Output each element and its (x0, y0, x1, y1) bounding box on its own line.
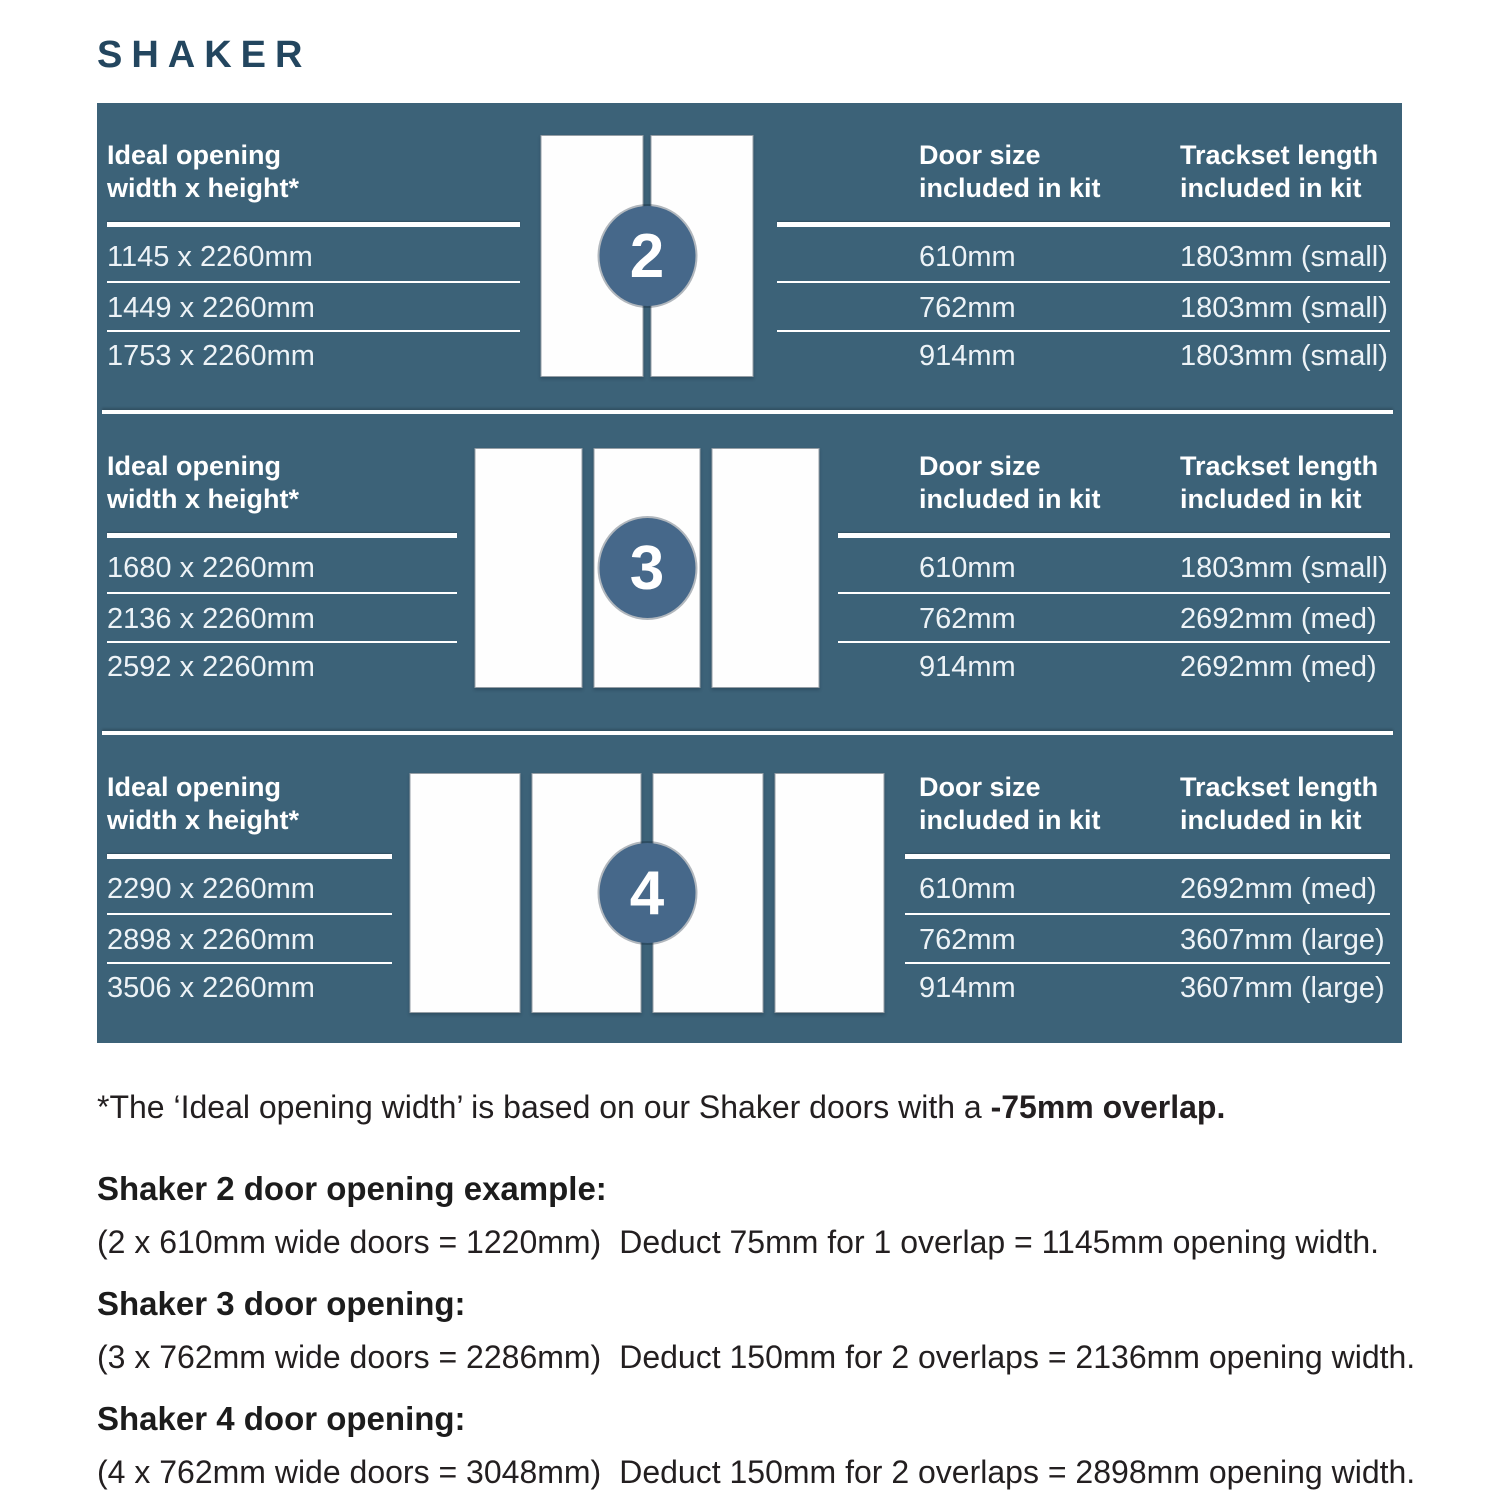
door-size-header-line1: Door size (919, 772, 1041, 802)
opening-header-line1: Ideal opening (107, 772, 282, 802)
row-rule (107, 641, 457, 643)
trackset-header-line1: Trackset length (1180, 140, 1379, 170)
trackset-header (1180, 450, 1378, 516)
trackset-value: 2692mm (med) (1180, 603, 1377, 635)
door-count-badge: 2 (599, 206, 695, 306)
example-deduct: Deduct 150mm for 2 overlaps = 2898mm opening width. (619, 1454, 1416, 1490)
section-3-door (97, 414, 1402, 731)
row-rule (107, 281, 520, 283)
trackset-value: 3607mm (large) (1180, 924, 1385, 956)
door-size-value: 914mm (919, 340, 1016, 372)
section-2-door (97, 103, 1402, 410)
footnote-bold: -75mm overlap. (990, 1089, 1226, 1125)
example-calc: (4 x 762mm wide doors = 3048mm) (97, 1454, 602, 1490)
row-rule (838, 592, 1390, 594)
opening-header-line2: width x height* (107, 173, 299, 203)
opening-header-line1: Ideal opening (107, 140, 282, 170)
opening-header-rule (107, 854, 392, 859)
opening-header-line2: width x height* (107, 805, 299, 835)
door-size-value: 762mm (919, 292, 1016, 324)
kit-header-rule (838, 533, 1390, 538)
door-count-badge: 3 (599, 518, 695, 618)
example-line (97, 1224, 1427, 1261)
row-rule (905, 962, 1390, 964)
example-calc: (3 x 762mm wide doors = 2286mm) (97, 1339, 602, 1375)
opening-value: 3506 x 2260mm (107, 972, 315, 1004)
opening-value: 2136 x 2260mm (107, 603, 315, 635)
opening-header-line2: width x height* (107, 484, 299, 514)
opening-value: 1680 x 2260mm (107, 552, 315, 584)
example-calc: (2 x 610mm wide doors = 1220mm) (97, 1224, 602, 1260)
door-size-header-line2: included in kit (919, 173, 1101, 203)
door-size-value: 762mm (919, 603, 1016, 635)
size-chart-panel (97, 103, 1402, 1043)
trackset-header-line2: included in kit (1180, 805, 1362, 835)
door-panel (712, 448, 820, 688)
opening-header (107, 771, 299, 837)
trackset-header-line2: included in kit (1180, 173, 1362, 203)
example-deduct: Deduct 75mm for 1 overlap = 1145mm opening width. (619, 1224, 1380, 1260)
opening-header (107, 450, 299, 516)
example-heading: Shaker 4 door opening: (97, 1400, 466, 1437)
trackset-value: 1803mm (small) (1180, 552, 1388, 584)
door-size-value: 914mm (919, 651, 1016, 683)
trackset-value: 2692mm (med) (1180, 651, 1377, 683)
row-rule (107, 592, 457, 594)
opening-header-rule (107, 533, 457, 538)
opening-value: 1145 x 2260mm (107, 241, 313, 273)
door-size-header-line2: included in kit (919, 805, 1101, 835)
door-size-header-line1: Door size (919, 451, 1041, 481)
trackset-header-line1: Trackset length (1180, 451, 1379, 481)
opening-header (107, 139, 299, 205)
example-line (97, 1339, 1427, 1376)
trackset-value: 1803mm (small) (1180, 340, 1388, 372)
example-heading: Shaker 3 door opening: (97, 1285, 466, 1322)
door-count-badge: 4 (599, 843, 695, 943)
trackset-header (1180, 771, 1378, 837)
door-diagram-2 (541, 135, 754, 377)
door-size-value: 610mm (919, 241, 1016, 273)
door-diagram-3 (475, 448, 820, 688)
trackset-header-line2: included in kit (1180, 484, 1362, 514)
example-heading: Shaker 2 door opening example: (97, 1170, 607, 1207)
page-title: SHAKER (97, 34, 312, 76)
trackset-value: 3607mm (large) (1180, 972, 1385, 1004)
trackset-value: 1803mm (small) (1180, 292, 1388, 324)
opening-header-rule (107, 222, 520, 227)
door-diagram-4 (410, 773, 885, 1013)
door-size-header (919, 139, 1101, 205)
opening-header-line1: Ideal opening (107, 451, 282, 481)
opening-value: 2592 x 2260mm (107, 651, 315, 683)
row-rule (777, 281, 1390, 283)
trackset-value: 1803mm (small) (1180, 241, 1388, 273)
opening-value: 1449 x 2260mm (107, 292, 315, 324)
notes-block (97, 1088, 1427, 1491)
trackset-value: 2692mm (med) (1180, 873, 1377, 905)
footnote (97, 1088, 1427, 1126)
row-rule (905, 913, 1390, 915)
section-4-door (97, 735, 1402, 1043)
trackset-header-line1: Trackset length (1180, 772, 1379, 802)
opening-value: 2898 x 2260mm (107, 924, 315, 956)
example-deduct: Deduct 150mm for 2 overlaps = 2136mm opening width. (619, 1339, 1416, 1375)
door-panel (774, 773, 885, 1013)
kit-header-rule (777, 222, 1390, 227)
row-rule (107, 962, 392, 964)
row-rule (838, 641, 1390, 643)
row-rule (107, 330, 520, 332)
door-size-header (919, 771, 1101, 837)
door-size-value: 762mm (919, 924, 1016, 956)
door-size-header-line2: included in kit (919, 484, 1101, 514)
trackset-header (1180, 139, 1378, 205)
door-panel (475, 448, 583, 688)
row-rule (107, 913, 392, 915)
opening-value: 2290 x 2260mm (107, 873, 315, 905)
opening-value: 1753 x 2260mm (107, 340, 315, 372)
door-panel (410, 773, 521, 1013)
door-size-value: 610mm (919, 873, 1016, 905)
footnote-text: *The ‘Ideal opening width’ is based on our Shaker doors with a (97, 1089, 991, 1125)
door-size-value: 914mm (919, 972, 1016, 1004)
door-size-header (919, 450, 1101, 516)
door-size-header-line1: Door size (919, 140, 1041, 170)
kit-header-rule (905, 854, 1390, 859)
row-rule (777, 330, 1390, 332)
door-size-value: 610mm (919, 552, 1016, 584)
example-line (97, 1454, 1427, 1491)
